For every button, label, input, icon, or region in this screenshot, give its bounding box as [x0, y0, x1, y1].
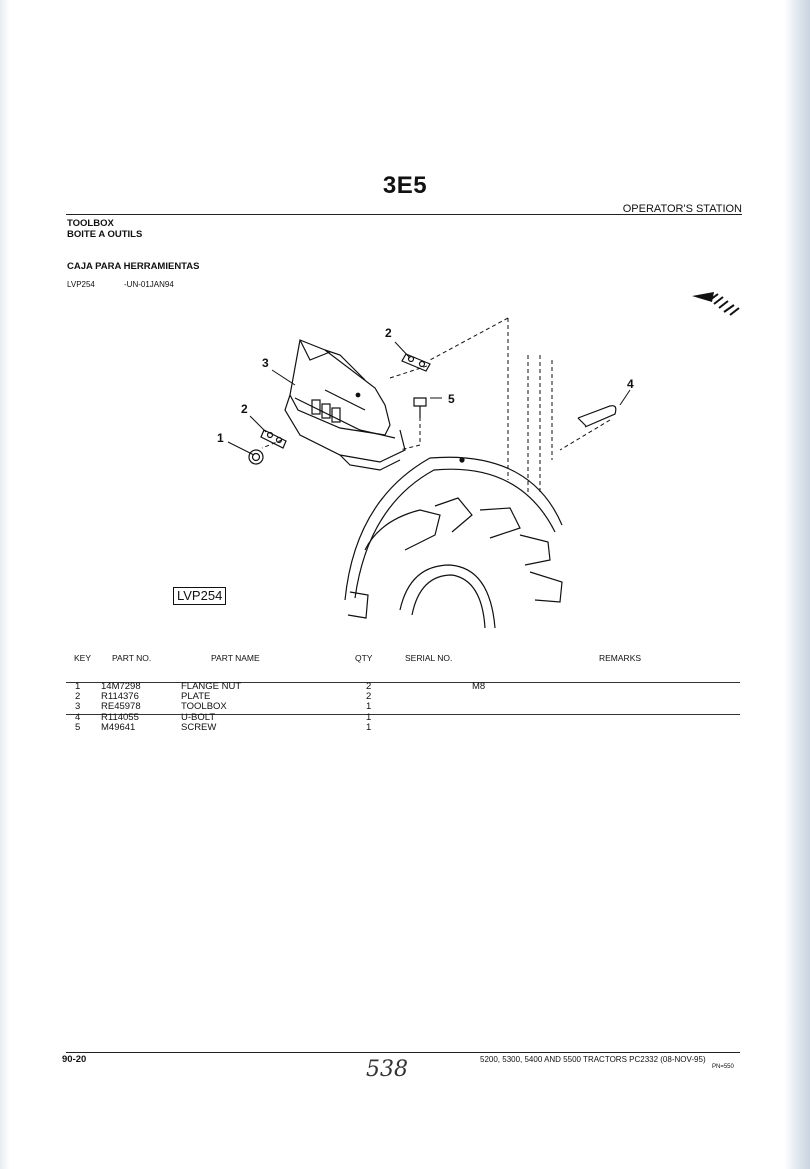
diagram-callout-numbers [217, 326, 634, 445]
row-part-no: RE45978 [101, 701, 141, 712]
row-part-name: SCREW [181, 722, 217, 733]
toolbox-exploded-diagram [190, 310, 634, 635]
row-key: 1 [75, 681, 81, 692]
handwritten-number: 538 [366, 1057, 408, 1082]
header-rule [66, 214, 742, 215]
row-part-name: TOOLBOX [181, 701, 227, 712]
column-key: KEY [74, 653, 92, 663]
callout-1: 1 [217, 431, 224, 445]
callout-2-lower: 2 [241, 402, 248, 416]
row-part-no: 14M7298 [101, 681, 141, 692]
dashed-guides [262, 318, 610, 495]
page-number: 90-20 [62, 1054, 87, 1065]
plate-part-upper [402, 354, 430, 371]
callout-3: 3 [262, 356, 269, 370]
row-part-name: FLANGE NUT [181, 681, 242, 692]
screw-part [414, 398, 426, 418]
column-serial-no: SERIAL NO. [405, 653, 453, 663]
row-remarks: M8 [472, 681, 486, 692]
column-remarks: REMARKS [599, 653, 642, 663]
callout-4: 4 [627, 377, 634, 391]
u-bolt-part [578, 406, 616, 427]
column-qty: QTY [355, 653, 373, 663]
toolbox-drawing [285, 340, 405, 470]
flange-nut-part [249, 450, 263, 464]
row-qty: 1 [366, 701, 372, 712]
column-part-name: PART NAME [211, 653, 260, 663]
table-rule [66, 682, 740, 683]
row-key: 4 [75, 712, 81, 723]
publication-info: 5200, 5300, 5400 AND 5500 TRACTORS PC2332 (08-NOV-95) [480, 1055, 706, 1064]
row-part-no: M49641 [101, 722, 136, 733]
group-code: 3E5 [382, 172, 428, 199]
plate-part-lower [261, 430, 286, 448]
row-part-name: PLATE [181, 691, 211, 702]
illustration-reference: LVP254 [67, 280, 95, 289]
title-english: TOOLBOX [67, 218, 114, 229]
row-qty: 1 [366, 712, 372, 723]
row-key: 2 [75, 691, 81, 702]
row-qty: 2 [366, 691, 372, 702]
title-spanish: CAJA PARA HERRAMIENTAS [67, 261, 200, 272]
pn-code: PN=550 [712, 1064, 734, 1070]
illustration-label: LVP254 [173, 587, 226, 605]
row-qty: 1 [366, 722, 372, 733]
row-key: 3 [75, 701, 81, 712]
footer-rule [66, 1052, 740, 1053]
table-rule [66, 714, 740, 715]
callout-5: 5 [448, 392, 455, 406]
column-part-no: PART NO. [112, 653, 152, 663]
row-part-no: R114376 [101, 691, 139, 702]
title-french: BOITE A OUTILS [67, 229, 143, 240]
date-reference: -UN-01JAN94 [124, 280, 174, 289]
callout-2-upper: 2 [385, 326, 392, 340]
row-key: 5 [75, 722, 81, 733]
section-title: OPERATOR'S STATION [622, 203, 742, 215]
row-part-name: U-BOLT [181, 712, 216, 723]
row-part-no: R114055 [101, 712, 139, 723]
row-qty: 2 [366, 681, 372, 692]
fender-and-tire-drawing [345, 457, 562, 628]
direction-arrow-icon [692, 290, 742, 320]
